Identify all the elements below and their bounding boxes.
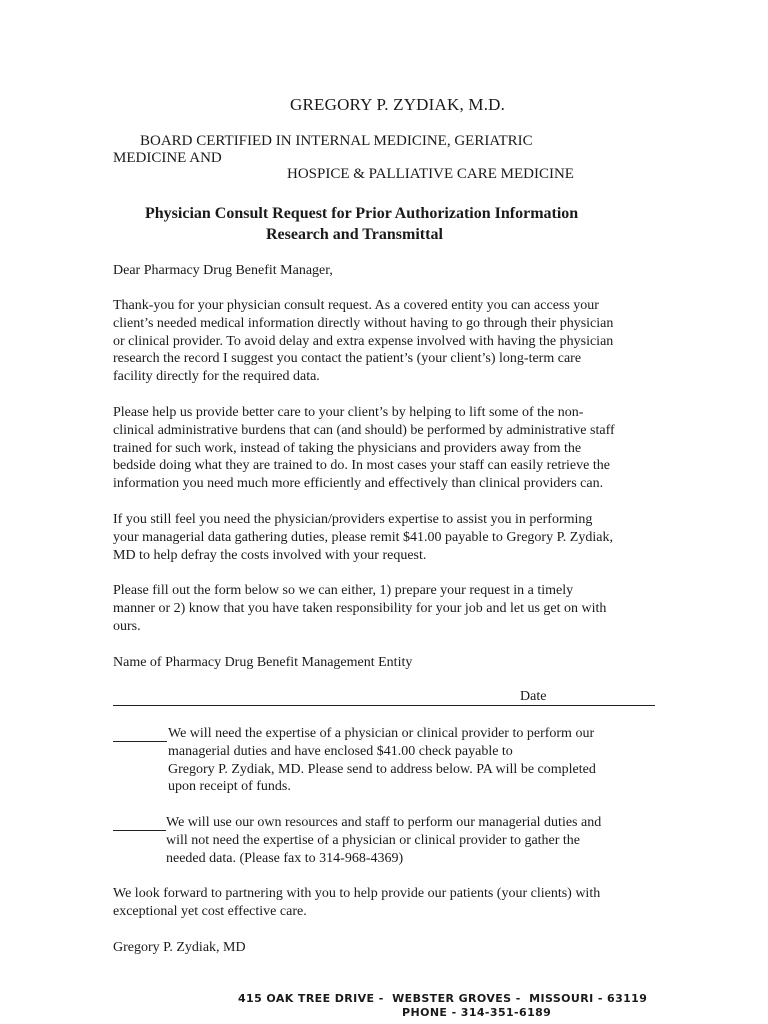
paragraph-line: or clinical provider. To avoid delay and extra expense involved with having the physician xyxy=(113,333,614,349)
option-line: needed data. (Please fax to 314-968-4369) xyxy=(166,850,404,866)
document-heading-line-2: Research and Transmittal xyxy=(266,226,443,243)
signature xyxy=(113,939,658,957)
paragraph-line: client’s needed medical information directly without having to go through their physician xyxy=(113,315,614,331)
paragraph-line: Please fill out the form below so we can either, 1) prepare your request in a timely xyxy=(113,583,574,598)
salutation xyxy=(113,262,658,280)
entity-name-date-field-line[interactable] xyxy=(113,705,655,706)
paragraph-form-instructions xyxy=(113,582,658,635)
paragraph-intro xyxy=(113,297,658,386)
paragraph-line: bedside doing what they are trained to do. In most cases your staff can easily retrieve the xyxy=(113,458,610,474)
paragraph-line: trained for such work, instead of taking the physicians and providers away from the xyxy=(113,440,582,456)
option-1-text xyxy=(168,725,596,796)
entity-name-label-text: Name of Pharmacy Drug Benefit Management Entity xyxy=(113,655,413,670)
option-2-checkbox-blank[interactable] xyxy=(113,830,166,831)
paragraph-line: We look forward to partnering with you to help provide our patients (your clients) with xyxy=(113,886,601,901)
signature-text: Gregory P. Zydiak, MD xyxy=(113,940,246,955)
paragraph-remit-fee xyxy=(113,511,658,564)
option-1-checkbox-blank[interactable] xyxy=(113,741,167,742)
date-label: Date xyxy=(520,689,547,704)
option-line: We will need the expertise of a physician or clinical provider to perform our xyxy=(168,726,595,741)
paragraph-line: MD to help defray the costs involved with your request. xyxy=(113,547,427,563)
footer-phone: PHONE - 314-351-6189 xyxy=(402,1006,552,1019)
board-certification-line-3: HOSPICE & PALLIATIVE CARE MEDICINE xyxy=(287,166,574,182)
footer-address: 415 OAK TREE DRIVE - WEBSTER GROVES - MISSOURI - 63119 xyxy=(238,992,648,1005)
closing-paragraph xyxy=(113,885,658,921)
document-heading-line-1: Physician Consult Request for Prior Authorization Information xyxy=(145,205,579,222)
paragraph-line: ours. xyxy=(113,618,141,634)
paragraph-line: Please help us provide better care to your client’s by helping to lift some of the non- xyxy=(113,405,584,420)
paragraph-line: your managerial data gathering duties, please remit $41.00 payable to Gregory P. Zydiak, xyxy=(113,529,613,545)
option-line: will not need the expertise of a physician or clinical provider to gather the xyxy=(166,832,581,848)
paragraph-line: clinical administrative burdens that can (and should) be performed by administrative staff xyxy=(113,422,615,438)
paragraph-line: manner or 2) know that you have taken responsibility for your job and let us get on with xyxy=(113,600,607,616)
option-line: upon receipt of funds. xyxy=(168,779,291,795)
paragraph-line: research the record I suggest you contact the patient’s (your client’s) long-term care xyxy=(113,351,582,367)
option-line: managerial duties and have enclosed $41.00 check payable to xyxy=(168,743,513,759)
option-line: Gregory P. Zydiak, MD. Please send to address below. PA will be completed xyxy=(168,761,596,777)
option-line: We will use our own resources and staff to perform our managerial duties and xyxy=(166,815,602,830)
letterhead-name: GREGORY P. ZYDIAK, M.D. xyxy=(290,95,506,114)
paragraph-line: Thank-you for your physician consult request. As a covered entity you can access your xyxy=(113,298,599,313)
option-2-text xyxy=(166,814,601,867)
salutation-text: Dear Pharmacy Drug Benefit Manager, xyxy=(113,263,333,278)
paragraph-line: facility directly for the required data. xyxy=(113,369,320,385)
paragraph-line: exceptional yet cost effective care. xyxy=(113,903,307,919)
paragraph-line: information you need much more efficiently and effectively than clinical providers can. xyxy=(113,476,604,492)
board-certification-line-1: BOARD CERTIFIED IN INTERNAL MEDICINE, GERIATRIC xyxy=(140,133,533,149)
paragraph-administrative-burdens xyxy=(113,404,658,493)
board-certification-line-2: MEDICINE AND xyxy=(113,150,222,166)
entity-name-label xyxy=(113,654,658,672)
paragraph-line: If you still feel you need the physician/providers expertise to assist you in performing xyxy=(113,512,593,527)
